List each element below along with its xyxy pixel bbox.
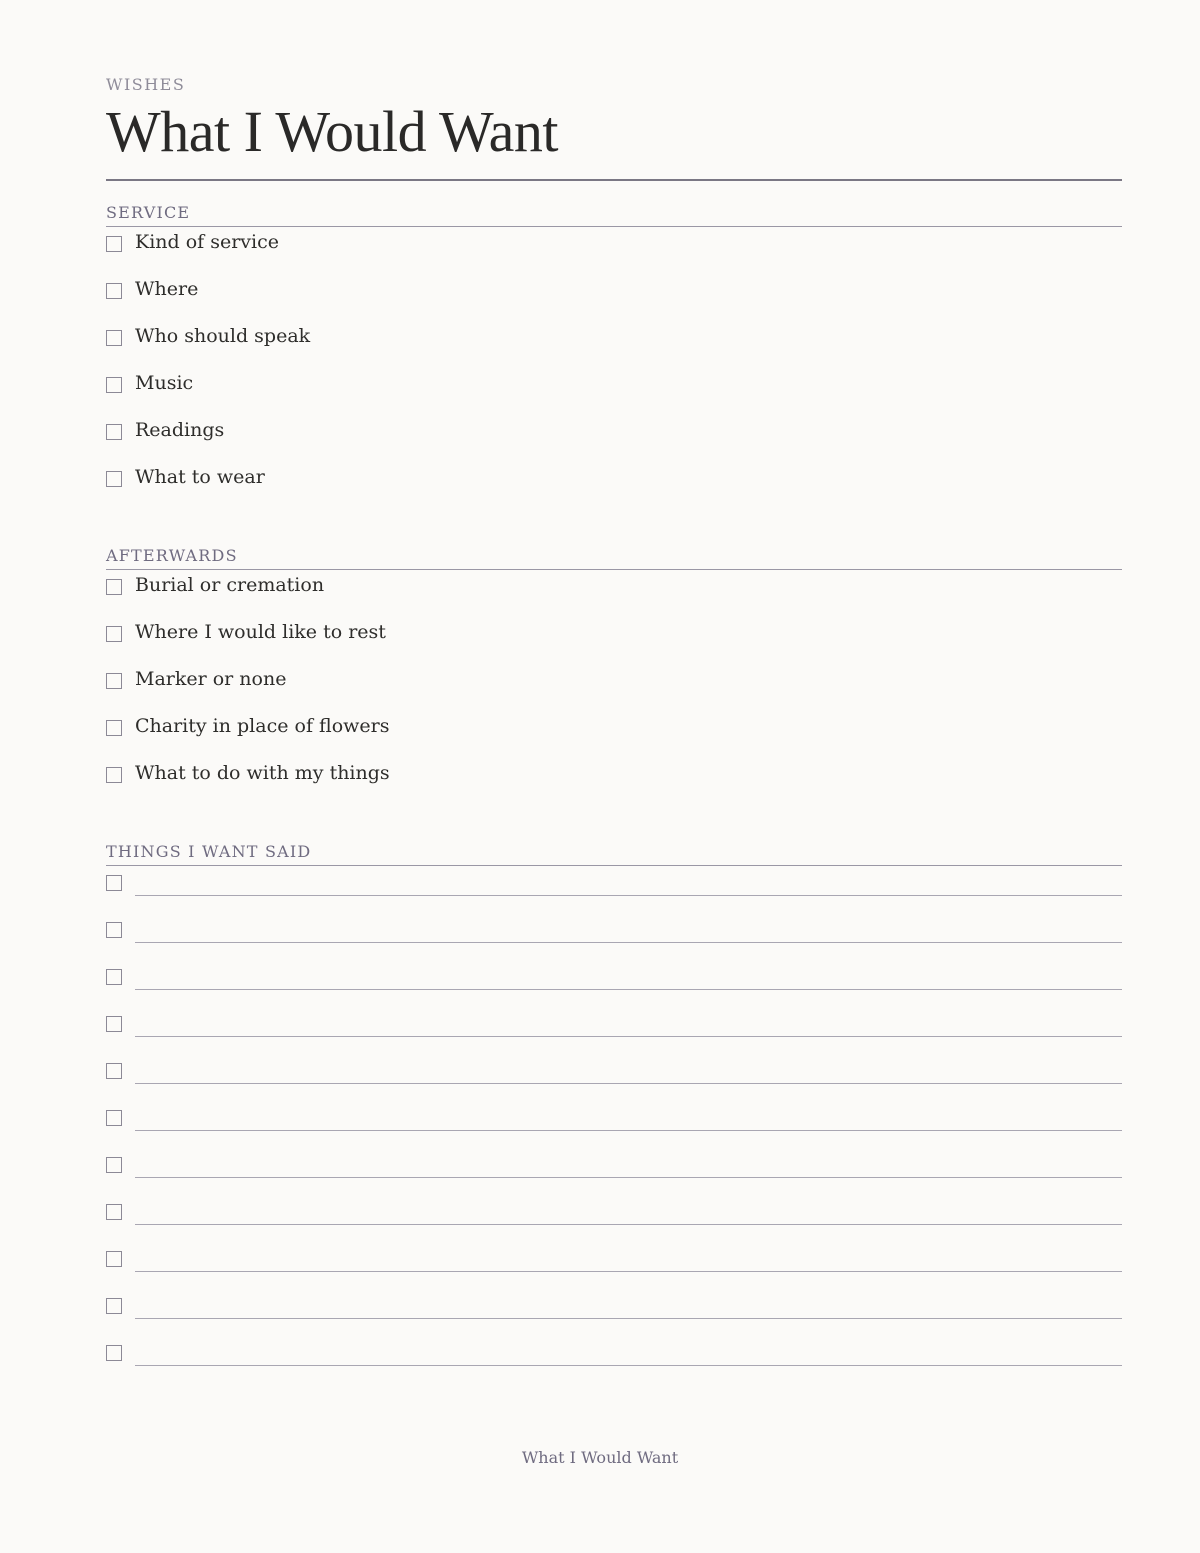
checkbox[interactable] [106,471,122,487]
checkbox[interactable] [106,330,122,346]
checklist-item [106,227,1122,274]
checklist-item [106,321,1122,368]
checkbox[interactable] [106,236,122,252]
blank-entry-row [106,1054,1122,1101]
blank-entry-row [106,866,1122,913]
checkbox[interactable] [106,424,122,440]
checkbox[interactable] [106,1110,122,1126]
write-in-line[interactable] [135,1365,1122,1366]
blank-entry-row [106,1007,1122,1054]
blank-entry-row [106,913,1122,960]
write-in-line[interactable] [135,942,1122,943]
checkbox[interactable] [106,969,122,985]
write-in-line[interactable] [135,1036,1122,1037]
write-in-line[interactable] [135,1271,1122,1272]
blank-entry-row [106,1148,1122,1195]
write-in-line[interactable] [135,1130,1122,1131]
things-said-section [106,833,1122,1383]
checkbox[interactable] [106,1204,122,1220]
write-in-line[interactable] [135,895,1122,896]
checkbox[interactable] [106,1345,122,1361]
checklist-item-label: Where [135,278,199,300]
afterwards-section [106,537,1122,805]
checklist-item [106,664,1122,711]
checklist-item-label: Readings [135,419,225,441]
checkbox[interactable] [106,720,122,736]
checkbox[interactable] [106,283,122,299]
checklist-item [106,415,1122,462]
checklist-item-label: What to do with my things [135,762,390,784]
checkbox[interactable] [106,626,122,642]
blank-entry-row [106,1195,1122,1242]
checklist-item [106,462,1122,509]
things-said-heading-row [106,833,1122,866]
write-in-line[interactable] [135,1224,1122,1225]
checklist-item [106,368,1122,415]
checklist-item-label: Kind of service [135,231,279,253]
checklist-item [106,570,1122,617]
checklist-item [106,758,1122,805]
service-heading-row [106,194,1122,227]
checkbox[interactable] [106,673,122,689]
page-footer: What I Would Want [521,1448,679,1467]
checkbox[interactable] [106,1157,122,1173]
blank-entry-row [106,1242,1122,1289]
checklist-item [106,617,1122,664]
title-divider [106,179,1122,181]
service-heading: SERVICE [106,203,191,222]
checklist-item-label: Who should speak [135,325,311,347]
write-in-line[interactable] [135,1177,1122,1178]
blank-entry-row [106,1101,1122,1148]
write-in-line[interactable] [135,989,1122,990]
checkbox[interactable] [106,767,122,783]
section-eyebrow: WISHES [106,75,186,94]
checklist-item-label: Marker or none [135,668,287,690]
service-section [106,194,1122,509]
blank-entry-row [106,1289,1122,1336]
write-in-line[interactable] [135,1083,1122,1084]
checklist-item-label: What to wear [135,466,265,488]
checkbox[interactable] [106,579,122,595]
checklist-item-label: Burial or cremation [135,574,325,596]
afterwards-heading: AFTERWARDS [106,546,238,565]
checkbox[interactable] [106,1251,122,1267]
checkbox[interactable] [106,922,122,938]
checklist-item-label: Charity in place of flowers [135,715,390,737]
checkbox[interactable] [106,875,122,891]
checkbox[interactable] [106,377,122,393]
checklist-item-label: Where I would like to rest [135,621,386,643]
things-said-heading: THINGS I WANT SAID [106,842,312,861]
checklist-item [106,274,1122,321]
blank-entry-row [106,960,1122,1007]
page-title: What I Would Want [106,99,558,164]
checkbox[interactable] [106,1298,122,1314]
checkbox[interactable] [106,1016,122,1032]
afterwards-heading-row [106,537,1122,570]
checklist-item [106,711,1122,758]
blank-entry-row [106,1336,1122,1383]
checklist-item-label: Music [135,372,194,394]
write-in-line[interactable] [135,1318,1122,1319]
checkbox[interactable] [106,1063,122,1079]
blank-lines-list [106,866,1122,1383]
